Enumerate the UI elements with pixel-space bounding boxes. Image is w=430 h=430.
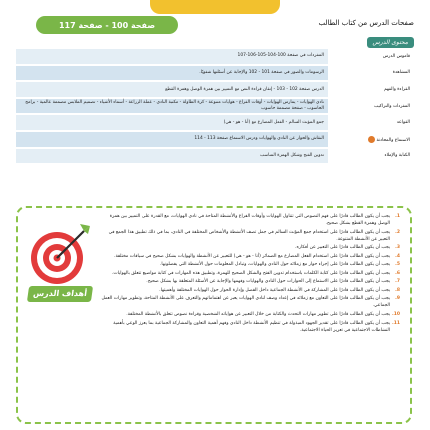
row-label: المشاهدة [328,66,414,81]
listening-icon [368,136,375,143]
row-text: تدوين الفتح وشكل الهمزة المناسب [16,149,328,164]
list-item [100,254,400,261]
goal-number: 4. [395,253,400,259]
goal-text: يجب أن يكون الطالب قادرًا على فهم النصوص التي تتناول الهوايات وأوقات الفراغ والأنشطة المتاحة في نادي الهوايات، مع القدرة على التمييز بين همزة الوصل وهمزة القطع بشكل صحيح. [109,214,390,226]
row-text: الدرس صفحة 102 - 103 - إتقان قراءة النص مع التمييز بين همزة الوصل وهمزة القطع [16,82,328,97]
goal-number: 6. [395,270,400,276]
goal-text: يجب أن يكون الطالب قادرًا على التعبير عن أفكاره. [295,245,390,251]
pages-label: صفحات الدرس من كتاب الطالب [318,19,414,27]
goal-text: يجب أن يكون الطالب قادرًا على إجراء حوار مع زملائه حول النادي والهوايات، وتبادل المعلومات حول الأنشطة التي يفضلونها. [159,262,390,268]
content-tag: محتوى الدرس [367,37,414,48]
goal-number: 3. [395,245,400,251]
lesson-content-table [16,47,414,165]
goal-number: 10. [392,311,400,317]
goal-text: يجب أن يكون الطالب قادرًا على استخدام الفعل المضارع مع الضمائر (أنا - هو - هي) للتعبير عن الأنشطة والهوايات بشكل صحيح في سياقات مختلفة. [114,253,390,259]
goals-badge: أهداف الدرس [27,286,93,302]
list-item [100,214,400,228]
row-label-cell [328,132,414,147]
goal-text: يجب أن يكون الطالب قادرًا على تقدير الجهود المبذولة في تنظيم الأنشطة داخل النادي وفهم أهمية التعاون والمشاركة الجماعية بما يعزز الوعي بأهمية النشاطات الاجتماعية في تعزيز الحياة الاجتماعية. [113,320,390,333]
goal-number: 7. [395,279,400,285]
table-row [16,82,414,97]
pages-range-pill: صفحة 100 - صفحة 117 [36,16,178,34]
goal-number: 5. [395,262,400,268]
list-item [100,296,400,310]
list-item [100,262,400,269]
row-text: المفردات في صفحة 100-104-105-106-107 [16,49,328,64]
goal-text: يجب أن يكون الطالب قادرًا على التعاون مع زملائه في إعداد وصف لنادي الهوايات يعبر عن اهتماماتهم والتعرف على الأنشطة المتاحة، وتطوير مهارات العمل الجماعي. [101,296,390,309]
goal-text: يجب أن يكون الطالب قادرًا على الاستماع إلى الحوارات حول النادي والهوايات وفهمها والإجابة عن الأسئلة المتعلقة بها بشكل صحيح. [146,279,390,285]
table-row [16,66,414,81]
row-label: الكتابة والإملاء [328,149,414,164]
goal-text: يجب أن يكون الطالب قادرًا على استخدام جمع المؤنث السالم في جمل تصف الأنشطة والأشخاص المختلفة في النادي، بما في ذلك تطبيق هذا الجمع في التعبير عن الأنشطة المتنوعة. [108,229,390,242]
table-row [16,115,414,130]
table-row [16,132,414,147]
row-text: جمع المؤنث السالم - الفعل المضارع مع (أنا - هو - هي) [16,115,328,130]
list-item [100,230,400,244]
lesson-pages-header [36,16,414,34]
goal-number: 2. [395,229,400,235]
row-label: القراءة والفهم [328,82,414,97]
list-item [100,312,400,319]
goal-text: يجب أن يكون الطالب قادرًا على تطوير مهارات التحدث والكتابة من خلال التعبير عن هواياته الشخصية وقراءة نصوص تتعلق بالأنشطة المختلفة. [126,311,390,317]
target-icon [24,220,94,290]
table-row [16,49,414,64]
goal-text: يجب أن يكون الطالب قادرًا على كتابة الكلمات باستخدام تدوين الفتح والشكل الصحيح للهمزة، وتطبيق هذه المهارات في كتابة مواضيع تتعلق بالهوايات. [111,270,390,276]
lesson-goals-box [16,206,412,424]
row-label: المفردات والتراكيب [328,99,414,114]
row-text: نادي الهوايات - يمارس الهوايات - أوقات الفراغ - هوايات متنوعة - كرة الطاولة - مكتبة النادي - عملة الزراعة - أسماء الأشياء - تصميم الملابس مصممة عالمية - برامج الحاسوب - صفحة مصممة حاسوب [16,99,328,114]
list-item [100,288,400,295]
row-label: الاستماع والمحادثة [376,137,410,143]
row-label: قاموس الدرس [328,49,414,64]
table-row [16,99,414,114]
goal-text: يجب أن يكون الطالب قادرًا على المشاركة في الأنشطة الجماعية داخل الفصل وإدارة الحوار حول الهوايات المختلفة وأهميتها. [159,287,390,293]
row-text: الرسومات والصور في صفحة 101 - 102 والإجابة عن أسئلتها شفويًا. [16,66,328,81]
list-item [100,271,400,278]
list-item [100,279,400,286]
row-label: القواعد [328,115,414,130]
goal-number: 8. [395,287,400,293]
top-tab [150,0,280,14]
goal-number: 9. [395,296,400,302]
list-item [100,245,400,252]
list-item [100,321,400,335]
table-row [16,149,414,164]
goal-number: 1. [395,214,400,219]
goal-number: 11. [392,320,400,326]
goals-list [100,214,400,336]
row-text: النقاش والحوار عن النادي والهوايات ودرس الاستماع صفحة 113 - 114 [16,132,328,147]
